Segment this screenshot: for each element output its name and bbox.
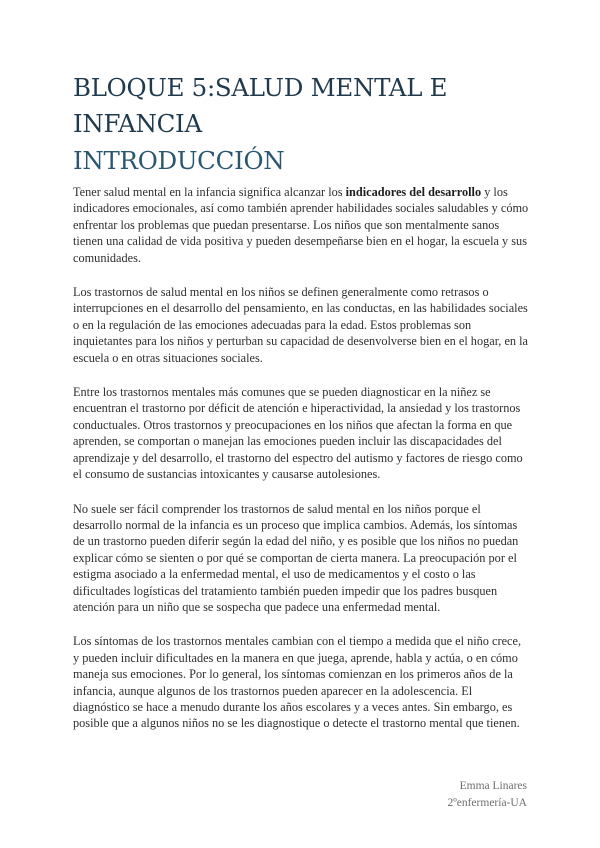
paragraph-3: Entre los trastornos mentales más comunes que se pueden diagnosticar en la niñez se encuentran el trastorno por déficit de atención e hiperactividad, la ansiedad y los trastornos conductuales. Otros trastornos y preocupaciones en los niños que afectan la forma en que aprenden, se comportan o manejan las emociones pueden incluir las discapacidades del aprendizaje y del desarrollo, el trastorno del espectro del autismo y factores de riesgo como el consumo de sustancias intoxicantes y causarse autolesiones. [73,385,523,482]
body-text [73,184,529,732]
paragraph-2: Los trastornos de salud mental en los niños se definen generalmente como retrasos o interrupciones en el desarrollo del pensamiento, en las conductas, en las habilidades sociales o en la regulación de las emociones adecuadas para la edad. Estos problemas son inquietantes para los niños y perturban su capacidad de desenvolverse bien en el hogar, en la escuela o en otras situaciones sociales. [73,285,529,365]
paragraph-1-end: y los indicadores emocionales, así como también aprender habilidades sociales saludables y cómo enfrentar los problemas que puedan presentarse. Los niños que son mentalmente sanos tienen una calidad de vida positiva y pueden desempeñarse bien en el hogar, la escuela y sus comunidades. [73,185,529,265]
document-title: BLOQUE 5:SALUD MENTAL E INFANCIA [73,73,448,138]
page-footer [447,778,527,812]
paragraph-1 [73,184,529,266]
document-content [73,70,529,750]
paragraph-1-start: Tener salud mental en la infancia significa alcanzar los [73,185,346,199]
footer-course: 2ºenfermería-UA [447,797,527,809]
section-heading: INTRODUCCIÓN [73,146,285,175]
footer-author: Emma Linares [459,780,527,792]
paragraph-4: No suele ser fácil comprender los trastornos de salud mental en los niños porque el desarrollo normal de la infancia es un proceso que implica cambios. Además, los síntomas de un trastorno pueden diferir según la edad del niño, y es posible que los niños no puedan explicar cómo se sienten o por qué se comportan de cierta manera. La preocupación por el estigma asociado a la enfermedad mental, el uso de medicamentos y el costo o las dificultades logísticas del tratamiento también pueden impedir que los padres busquen atención para un niño que se sospecha que padece una enfermedad mental. [73,501,519,614]
paragraph-5: Los síntomas de los trastornos mentales cambian con el tiempo a medida que el niño crece, y pueden incluir dificultades en la manera en que juega, aprende, habla y actúa, o en cómo maneja sus emociones. Por lo general, los síntomas comienzan en los primeros años de la infancia, aunque algunos de los trastornos pueden aparecer en la adolescencia. El diagnóstico se hace a menudo durante los años escolares y a veces antes. Sin embargo, es posible que a algunos niños no se les diagnostique o detecte el trastorno mental que tienen. [73,634,522,731]
bold-term: indicadores del desarrollo [345,185,482,199]
